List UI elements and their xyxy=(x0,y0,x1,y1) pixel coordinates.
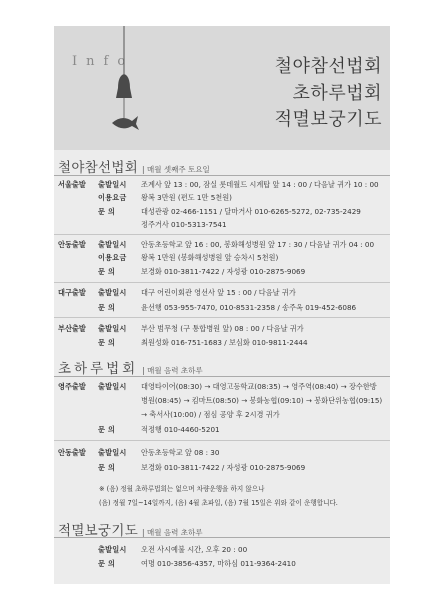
row-text: 병원(08:45) → 킴마트(08:50) → 봉화농협(09:10) → 봉화단위농협(09:15) xyxy=(141,396,383,405)
row-label: 출발일시 xyxy=(98,382,127,391)
info-header xyxy=(54,26,390,150)
header-title-1: 철야참선법회 xyxy=(274,56,382,77)
row-text: 적정행 010-4460-5201 xyxy=(141,425,220,434)
region-label: 안동출발 xyxy=(58,240,86,249)
row-text: 안동초등학교 앞 08 : 30 xyxy=(141,448,220,457)
row-text: 정주거사 010-5313-7541 xyxy=(141,220,227,229)
row-text: 부산 범무청 (구 통합병원 앞) 08 : 00 / 다음날 귀가 xyxy=(141,324,304,333)
row-label: 출발일시 xyxy=(98,180,127,189)
row-label: 문 의 xyxy=(98,559,115,568)
section-heading xyxy=(58,156,386,176)
wind-bell-icon xyxy=(104,26,144,146)
section-heading xyxy=(58,357,386,377)
region-label: 대구출발 xyxy=(58,288,86,297)
row-label: 문 의 xyxy=(98,207,115,216)
row-label: 출발일시 xyxy=(98,324,127,333)
row-text: 왕복 1만원 (봉화해성병원 앞 승차시 5천원) xyxy=(141,253,279,262)
divider xyxy=(54,317,390,318)
row-label: 출발일시 xyxy=(98,448,127,457)
row-label: 출발일시 xyxy=(98,545,127,554)
section-subtitle: | 매월 셋째주 토요일 xyxy=(142,165,210,174)
row-label: 이용요금 xyxy=(98,253,127,262)
header-title-3: 적멸보궁기도 xyxy=(274,109,382,130)
section-title: 적멸보궁기도 xyxy=(58,523,139,539)
row-text: 보경화 010-3811-7422 / 자성광 010-2875-9069 xyxy=(141,463,306,472)
section-subtitle: | 매월 음력 초하루 xyxy=(142,366,203,375)
row-text: 최원성화 016-751-1683 / 보심화 010-9811-2444 xyxy=(141,338,308,347)
section-heading xyxy=(58,519,386,539)
row-text: 오전 사시예불 시간, 오후 20 : 00 xyxy=(141,545,248,554)
divider xyxy=(54,376,390,377)
note-line: (음) 정월 7일~14일까지, (음) 4월 초파일, (음) 7월 15일은 위와 같이 운행합니다. xyxy=(99,499,338,507)
row-text: → 축서사(10:00) / 점심 공양 후 2시경 귀가 xyxy=(141,410,280,419)
row-label: 출발일시 xyxy=(98,288,127,297)
row-text: 안동초등학교 앞 16 : 00, 봉화해성병원 앞 17 : 30 / 다음날 귀가 04 : 00 xyxy=(141,240,375,249)
header-title-2: 초하루법회 xyxy=(292,83,382,104)
divider xyxy=(54,234,390,235)
row-text: 대성관광 02-466-1151 / 달마거사 010-6265-5272, 02-735-2429 xyxy=(141,207,361,216)
row-text: 조계사 앞 13 : 00, 잠실 롯데월드 시계탑 앞 14 : 00 / 다음날 귀가 10 : 00 xyxy=(141,180,379,189)
row-text: 여명 010-3856-4357, 마하심 011-9364-2410 xyxy=(141,559,296,568)
row-text: 대구 어린이회관 영선사 앞 15 : 00 / 다음날 귀가 xyxy=(141,288,296,297)
row-text: 윤선행 053-955-7470, 010-8531-2358 / 송주옥 019-452-6086 xyxy=(141,303,357,312)
region-label: 서울출발 xyxy=(58,180,86,189)
row-label: 문 의 xyxy=(98,338,115,347)
row-label: 출발일시 xyxy=(98,240,127,249)
row-label: 문 의 xyxy=(98,303,115,312)
region-label: 안동출발 xyxy=(58,448,86,457)
divider xyxy=(54,175,390,176)
row-label: 문 의 xyxy=(98,425,115,434)
section-subtitle: | 매월 음력 초하루 xyxy=(142,528,203,537)
note-line: ※ (음) 정월 초하루법회는 없으며 차량운행을 하지 않으나 xyxy=(99,485,265,493)
section-title: 철야참선법회 xyxy=(58,160,139,176)
row-label: 문 의 xyxy=(98,267,115,276)
row-text: 대영타이어(08:30) → 대영고등학교(08:35) → 영주역(08:40) → 장수한방 xyxy=(141,382,377,391)
divider xyxy=(54,282,390,283)
region-label: 영주출발 xyxy=(58,382,86,391)
info-card xyxy=(54,26,390,584)
section-title: 초하루법회 xyxy=(58,361,139,377)
row-text: 보경화 010-3811-7422 / 자성광 010-2875-9069 xyxy=(141,267,306,276)
region-label: 부산출발 xyxy=(58,324,86,333)
divider xyxy=(54,440,390,441)
row-text: 왕복 3만원 (편도 1만 5천원) xyxy=(141,193,232,202)
row-label: 문 의 xyxy=(98,463,115,472)
row-label: 이용요금 xyxy=(98,193,127,202)
divider xyxy=(54,537,390,538)
info-heading: Info xyxy=(72,54,135,69)
